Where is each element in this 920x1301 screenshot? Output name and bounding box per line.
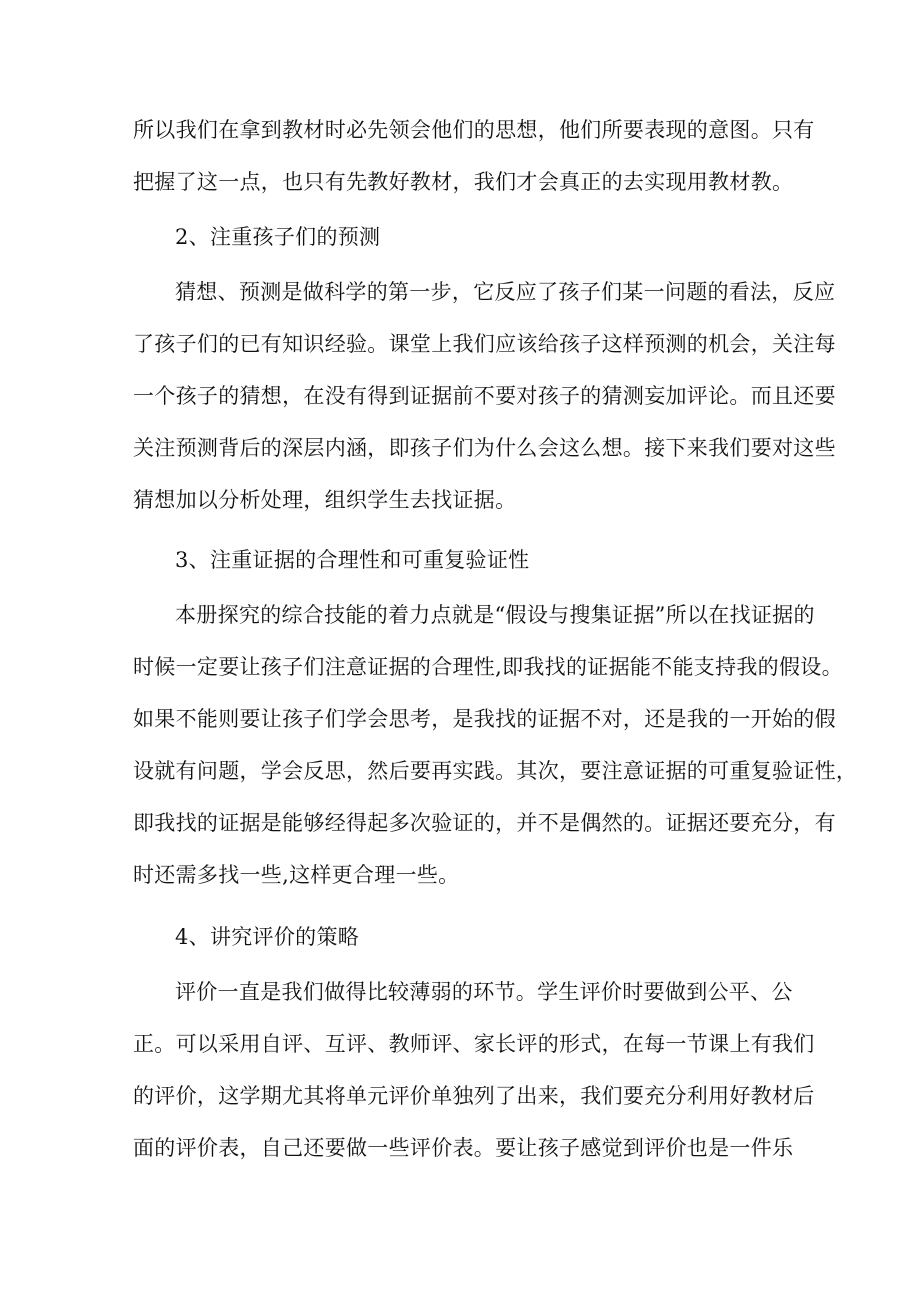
paragraph-line: 所以我们在拿到教材时必先领会他们的思想，他们所要表现的意图。只有 xyxy=(133,118,815,142)
paragraph-line: 时候一定要让孩子们注意证据的合理性,即我找的证据能不能支持我的假设。 xyxy=(133,655,843,679)
section-heading-3: 3、注重证据的合理性和可重复验证性 xyxy=(175,548,530,572)
paragraph-line: 正。可以采用自评、互评、教师评、家长评的形式，在每一节课上有我们 xyxy=(133,1032,815,1056)
paragraph-line: 如果不能则要让孩子们学会思考，是我找的证据不对，还是我的一开始的假 xyxy=(133,707,836,731)
paragraph-line: 设就有问题，学会反思，然后要再实践。其次，要注意证据的可重复验证性， xyxy=(133,759,858,783)
section-heading-2: 2、注重孩子们的预测 xyxy=(175,225,381,249)
paragraph-line: 面的评价表，自己还要做一些评价表。要让孩子感觉到评价也是一件乐 xyxy=(133,1136,794,1160)
paragraph-line: 的评价，这学期尤其将单元评价单独列了出来，我们要充分利用好教材后 xyxy=(133,1084,815,1108)
paragraph-line: 本册探究的综合技能的着力点就是“假设与搜集证据”所以在找证据的 xyxy=(175,603,815,627)
paragraph-line: 即我找的证据是能够经得起多次验证的，并不是偶然的。证据还要充分，有 xyxy=(133,811,836,835)
paragraph-line: 猜想加以分析处理，组织学生去找证据。 xyxy=(133,488,517,512)
paragraph-line: 把握了这一点，也只有先教好教材，我们才会真正的去实现用教材教。 xyxy=(133,170,794,194)
paragraph-line: 一个孩子的猜想，在没有得到证据前不要对孩子的猜测妄加评论。而且还要 xyxy=(133,384,836,408)
paragraph-line: 关注预测背后的深层内涵，即孩子们为什么会这么想。接下来我们要对这些 xyxy=(133,436,836,460)
paragraph-line: 了孩子们的已有知识经验。课堂上我们应该给孩子这样预测的机会，关注每 xyxy=(133,332,836,356)
section-heading-4: 4、讲究评价的策略 xyxy=(175,925,360,949)
paragraph-line: 猜想、预测是做科学的第一步，它反应了孩子们某一问题的看法，反应 xyxy=(175,280,836,304)
paragraph-line: 评价一直是我们做得比较薄弱的环节。学生评价时要做到公平、公 xyxy=(175,980,793,1004)
paragraph-line: 时还需多找一些,这样更合理一些。 xyxy=(133,863,460,887)
